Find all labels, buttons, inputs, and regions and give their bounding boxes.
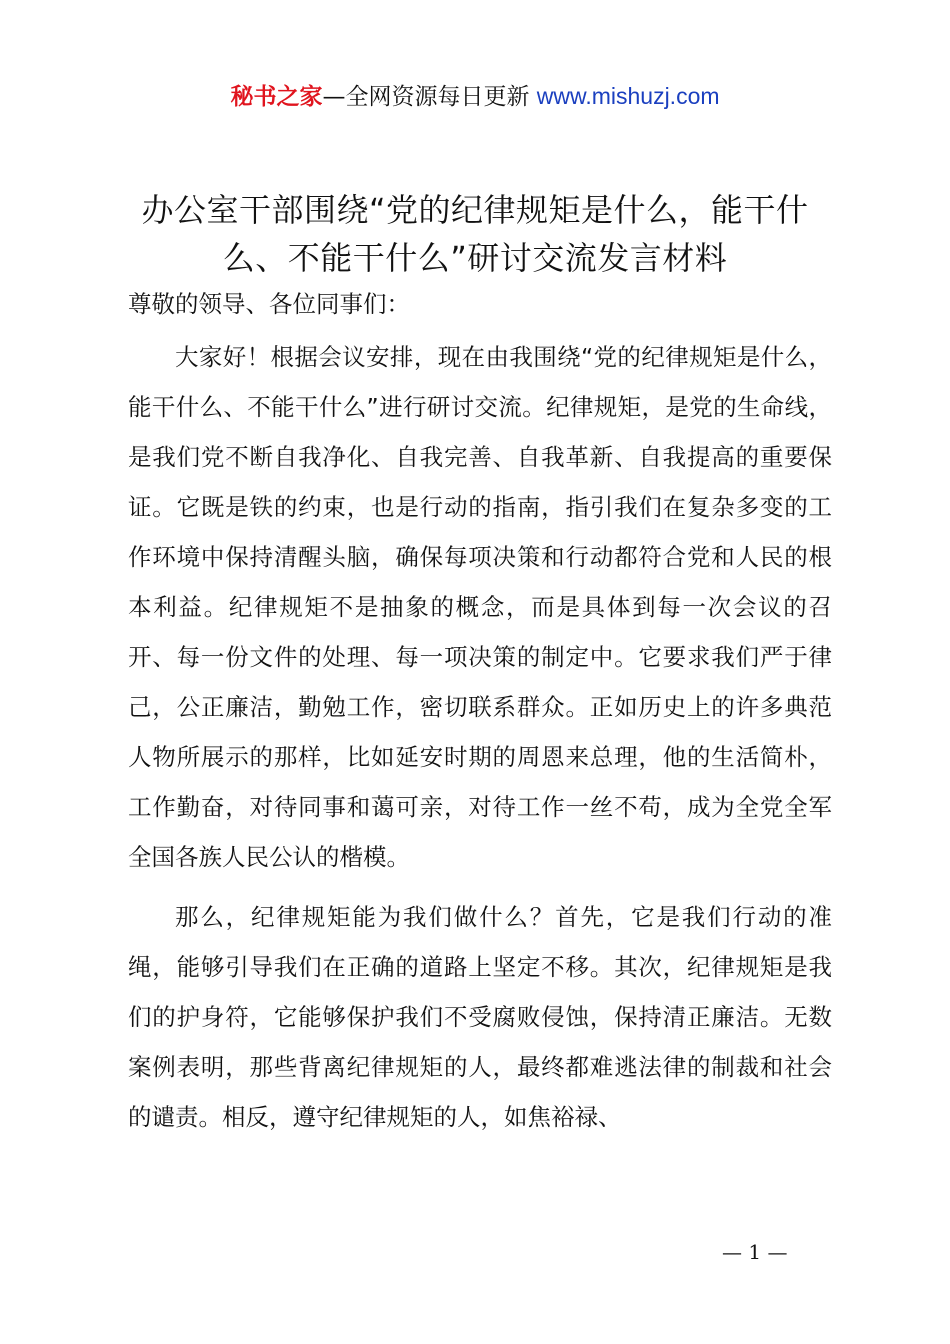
document-body xyxy=(128,332,832,1142)
site-url[interactable]: www.mishuzj.com xyxy=(536,83,720,109)
site-brand: 秘书之家 xyxy=(230,84,323,110)
salutation: 尊敬的领导、各位同事们： xyxy=(128,290,410,318)
site-tagline: —全网资源每日更新 xyxy=(322,84,537,110)
site-header xyxy=(0,80,950,113)
page-number: — 1 — xyxy=(722,1240,788,1264)
body-paragraph: 那么，纪律规矩能为我们做什么？首先，它是我们行动的准绳，能够引导我们在正确的道路上坚定不移。其次，纪律规矩是我们的护身符，它能够保护我们不受腐败侵蚀，保持清正廉洁。无数案例表明，那些背离纪律规矩的人，最终都难逃法律的制裁和社会的谴责。相反，遵守纪律规矩的人，如焦裕禄、 xyxy=(128,903,832,1131)
body-paragraph: 大家好！根据会议安排，现在由我围绕“党的纪律规矩是什么，能干什么、不能干什么”进行研讨交流。纪律规矩，是党的生命线，是我们党不断自我净化、自我完善、自我革新、自我提高的重要保证。它既是铁的约束，也是行动的指南，指引我们在复杂多变的工作环境中保持清醒头脑，确保每项决策和行动都符合党和人民的根本利益。纪律规矩不是抽象的概念，而是具体到每一次会议的召开、每一份文件的处理、每一项决策的制定中。它要求我们严于律己，公正廉洁，勤勉工作，密切联系群众。正如历史上的许多典范人物所展示的那样，比如延安时期的周恩来总理，他的生活简朴，工作勤奋，对待同事和蔼可亲，对待工作一丝不苟，成为全党全军全国各族人民公认的楷模。 xyxy=(128,343,832,871)
document-title: 办公室干部围绕“党的纪律规矩是什么，能干什么、不能干什么”研讨交流发言材料 xyxy=(141,191,809,277)
